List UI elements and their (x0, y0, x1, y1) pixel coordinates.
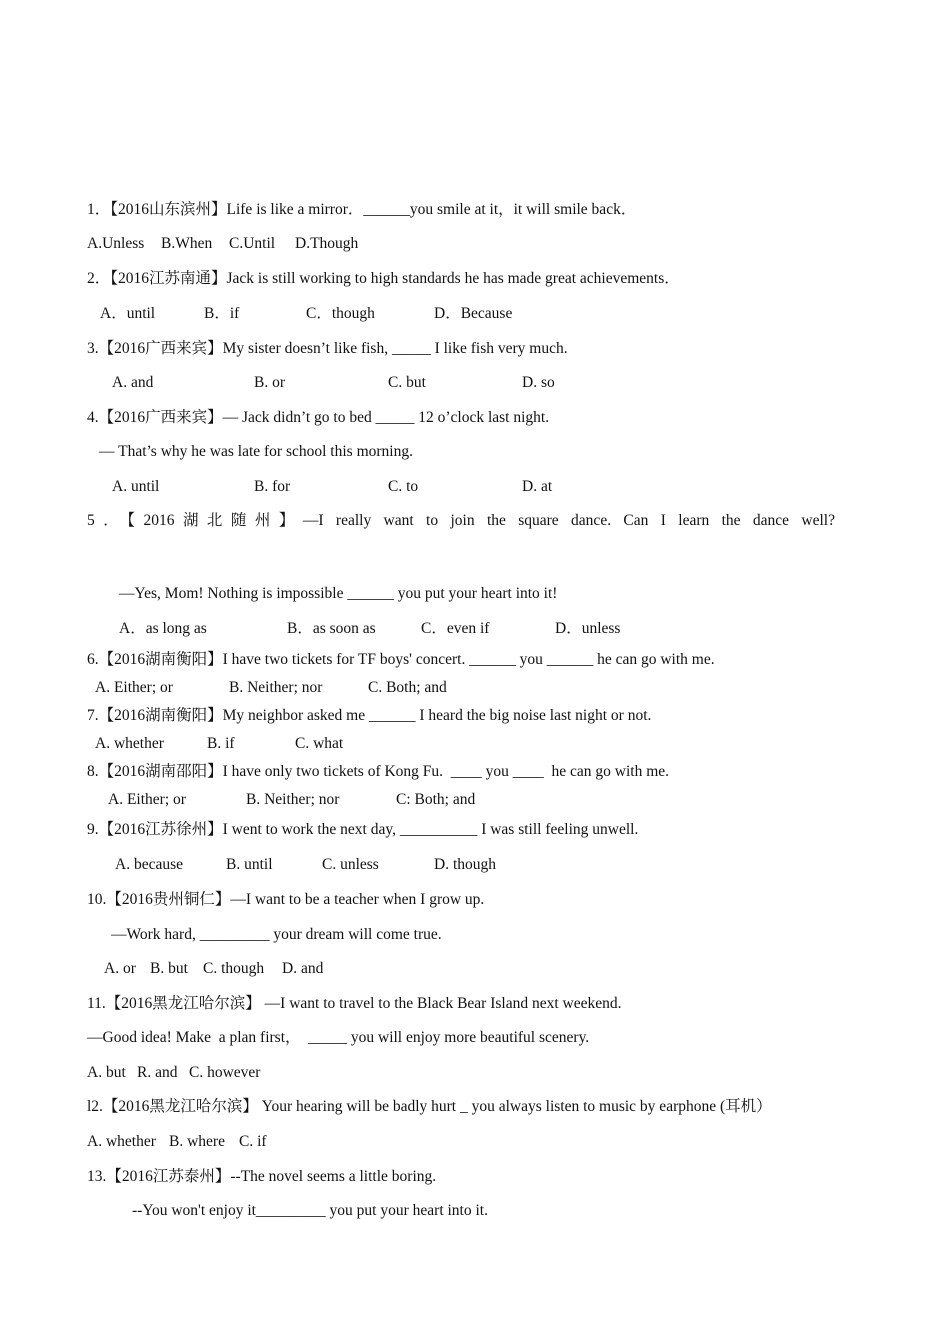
option: C．though (306, 305, 375, 322)
question-11-reply: —Good idea! Make a plan first， _____ you will enjoy more beautiful scenery. (87, 1029, 590, 1046)
question-13-stem: 13.【2016江苏泰州】--The novel seems a little boring. (87, 1168, 437, 1185)
question-3-options (112, 373, 555, 393)
question-8-stem: 8.【2016湖南邵阳】I have only two tickets of Kong Fu. ____ you ____ he can go with me. (87, 763, 670, 780)
question-4-reply: — That’s why he was late for school this morning. (99, 443, 413, 460)
option: R. and (137, 1064, 178, 1081)
question-1-stem: 1．【2016山东滨州】Life is like a mirror．______you smile at it，it will smile back． (87, 201, 637, 218)
option: D. though (434, 856, 496, 873)
option: A. whether (95, 735, 164, 752)
option: D. so (522, 374, 555, 391)
question-12-options (87, 1132, 267, 1152)
question-2-stem: 2．【2016江苏南通】Jack is still working to high standards he has made great achievements． (87, 270, 680, 287)
question-11-options (87, 1063, 260, 1083)
option: D．Because (434, 305, 513, 322)
option: B. but (150, 960, 188, 977)
question-2-options (100, 304, 512, 324)
question-7-stem: 7.【2016湖南衡阳】My neighbor asked me ______ I heard the big noise last night or not. (87, 707, 652, 724)
question-3-stem: 3.【2016广西来宾】My sister doesn’t like fish, _____ I like fish very much. (87, 340, 568, 357)
option: A. Either; or (108, 791, 186, 808)
question-6-stem: 6.【2016湖南衡阳】I have two tickets for TF boys' concert. ______ you ______ he can go with me. (87, 651, 715, 668)
question-4-options (112, 477, 552, 497)
option: A. or (104, 960, 136, 977)
option: B. Neither; nor (229, 679, 323, 696)
option: B. Neither; nor (246, 791, 340, 808)
question-4-stem: 4.【2016广西来宾】— Jack didn’t go to bed _____ 12 o’clock last night. (87, 409, 550, 426)
option: C. to (388, 478, 419, 495)
option: A. because (115, 856, 183, 873)
option: C.Until (229, 235, 276, 252)
question-5-options (119, 619, 620, 639)
option: B. where (169, 1133, 225, 1150)
question-5-reply: —Yes, Mom! Nothing is impossible ______ you put your heart into it! (119, 585, 558, 602)
option: A. until (112, 478, 160, 495)
option: A. Either; or (95, 679, 173, 696)
option: A．as long as (119, 620, 207, 637)
option: B. until (226, 856, 273, 873)
option: C. but (388, 374, 426, 391)
option: A. and (112, 374, 154, 391)
question-10-reply: —Work hard, _________ your dream will come true. (111, 926, 442, 943)
question-1-options (87, 234, 358, 254)
question-9-options (115, 855, 496, 875)
question-12-stem: l2.【2016黑龙江哈尔滨】 Your hearing will be badly hurt _ you always listen to music by earphone (耳机） (87, 1098, 772, 1115)
option: D．unless (555, 620, 621, 637)
option: C. however (189, 1064, 261, 1081)
question-8-options (108, 790, 475, 810)
question-10-options (104, 959, 323, 979)
question-9-stem: 9.【2016江苏徐州】I went to work the next day, __________ I was still feeling unwell. (87, 821, 639, 838)
option: C. though (203, 960, 265, 977)
option: A. whether (87, 1133, 156, 1150)
option: A.Unless (87, 235, 145, 252)
option: B.When (161, 235, 213, 252)
question-7-options (95, 734, 343, 754)
option: B. for (254, 478, 291, 495)
option: C: Both; and (396, 791, 476, 808)
option: C. unless (322, 856, 379, 873)
option: A．until (100, 305, 156, 322)
option: D. at (522, 478, 553, 495)
option: B. or (254, 374, 285, 391)
question-13-reply: --You won't enjoy it_________ you put your heart into it. (132, 1202, 488, 1219)
question-10-stem: 10.【2016贵州铜仁】—I want to be a teacher when I grow up. (87, 891, 485, 908)
option: C. Both; and (368, 679, 447, 696)
question-6-options (95, 678, 447, 698)
option: D.Though (295, 235, 359, 252)
option: C．even if (421, 620, 490, 637)
option: B．as soon as (287, 620, 376, 637)
question-5-stem: 5．【2016湖北随州】—I really want to join the square dance. Can I learn the dance well? (87, 512, 835, 529)
option: B．if (204, 305, 240, 322)
option: C. if (239, 1133, 267, 1150)
option: B. if (207, 735, 235, 752)
option: C. what (295, 735, 344, 752)
option: A. but (87, 1064, 126, 1081)
question-11-stem: 11.【2016黑龙江哈尔滨】 —I want to travel to the Black Bear Island next weekend. (87, 995, 622, 1012)
option: D. and (282, 960, 324, 977)
